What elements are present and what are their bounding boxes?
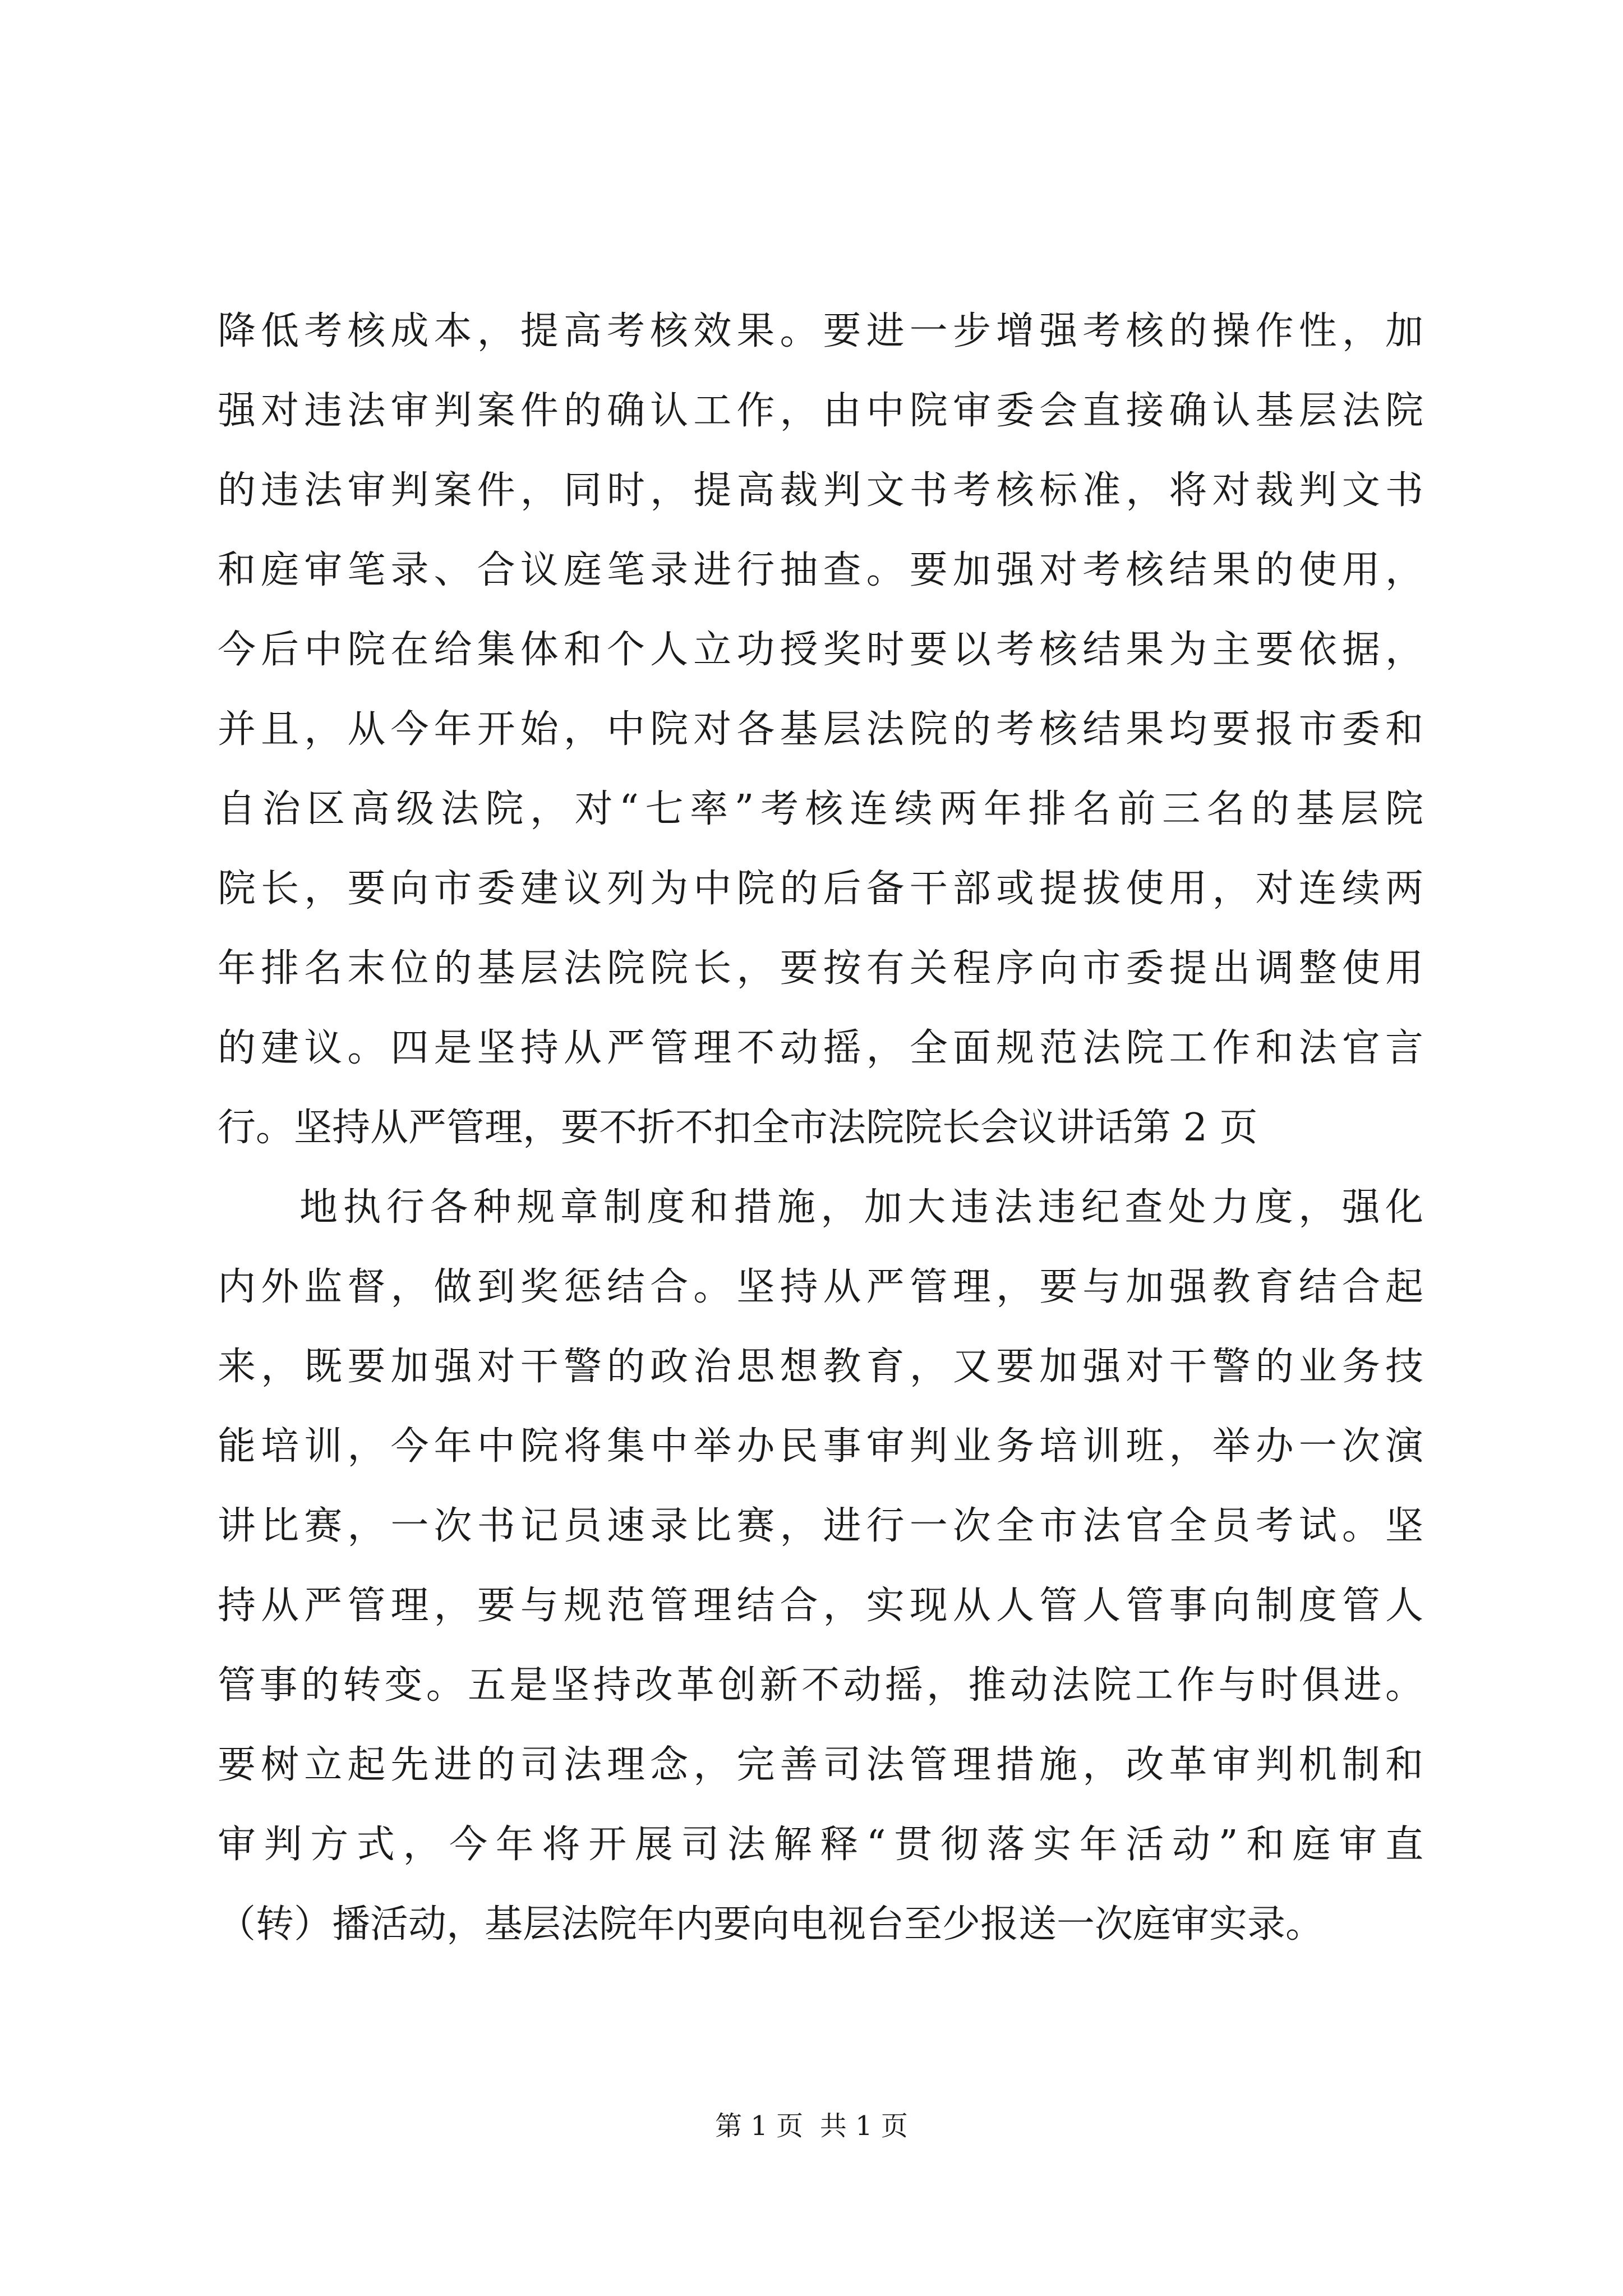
- page-total: 共 1 页: [819, 2110, 908, 2142]
- text-line: 审判方式，今年将开展司法解释“贯彻落实年活动”和庭审直: [218, 1823, 1423, 1867]
- document-body: [218, 292, 1423, 1964]
- text-line: （转）播活动，基层法院年内要向电视台至少报送一次庭审实录。: [218, 1902, 1324, 1947]
- text-line: 管事的转变。五是坚持改革创新不动摇，推动法院工作与时俱进。: [218, 1663, 1423, 1708]
- text-line: 的建议。四是坚持从严管理不动摇，全面规范法院工作和法官言: [218, 1026, 1423, 1070]
- text-line: 强对违法审判案件的确认工作，由中院审委会直接确认基层法院: [218, 389, 1423, 433]
- text-line: 降低考核成本，提高考核效果。要进一步增强考核的操作性，加: [218, 309, 1423, 353]
- text-line: 今后中院在给集体和个人立功授奖时要以考核结果为主要依据，: [218, 628, 1423, 672]
- text-line: 和庭审笔录、合议庭笔录进行抽查。要加强对考核结果的使用，: [218, 548, 1423, 592]
- text-line: 院长，要向市委建议列为中院的后备干部或提拔使用，对连续两: [218, 867, 1423, 911]
- text-line: 的违法审判案件，同时，提高裁判文书考核标准，将对裁判文书: [218, 468, 1423, 513]
- text-line: 要树立起先进的司法理念，完善司法管理措施，改革审判机制和: [218, 1743, 1423, 1787]
- page-number: 第 1 页: [715, 2110, 804, 2142]
- text-line: 能培训，今年中院将集中举办民事审判业务培训班，举办一次演: [218, 1424, 1423, 1469]
- text-line: 讲比赛，一次书记员速录比赛，进行一次全市法官全员考试。坚: [218, 1504, 1423, 1548]
- text-line: 持从严管理，要与规范管理结合，实现从人管人管事向制度管人: [218, 1584, 1423, 1628]
- text-line: 并且，从今年开始，中院对各基层法院的考核结果均要报市委和: [218, 707, 1423, 752]
- text-line: 年排名末位的基层法院院长，要按有关程序向市委提出调整使用: [218, 946, 1423, 991]
- text-line: 行。坚持从严管理，要不折不扣全市法院院长会议讲话第 2 页: [218, 1106, 1258, 1150]
- text-line: 内外监督，做到奖惩结合。坚持从严管理，要与加强教育结合起: [218, 1265, 1423, 1309]
- text-line: 来，既要加强对干警的政治思想教育，又要加强对干警的业务技: [218, 1345, 1423, 1389]
- text-line: 自治区高级法院，对“七率”考核连续两年排名前三名的基层院: [218, 787, 1423, 831]
- text-line: 地执行各种规章制度和措施，加大违法违纪查处力度，强化: [299, 1185, 1423, 1230]
- page-footer: [0, 2109, 1623, 2143]
